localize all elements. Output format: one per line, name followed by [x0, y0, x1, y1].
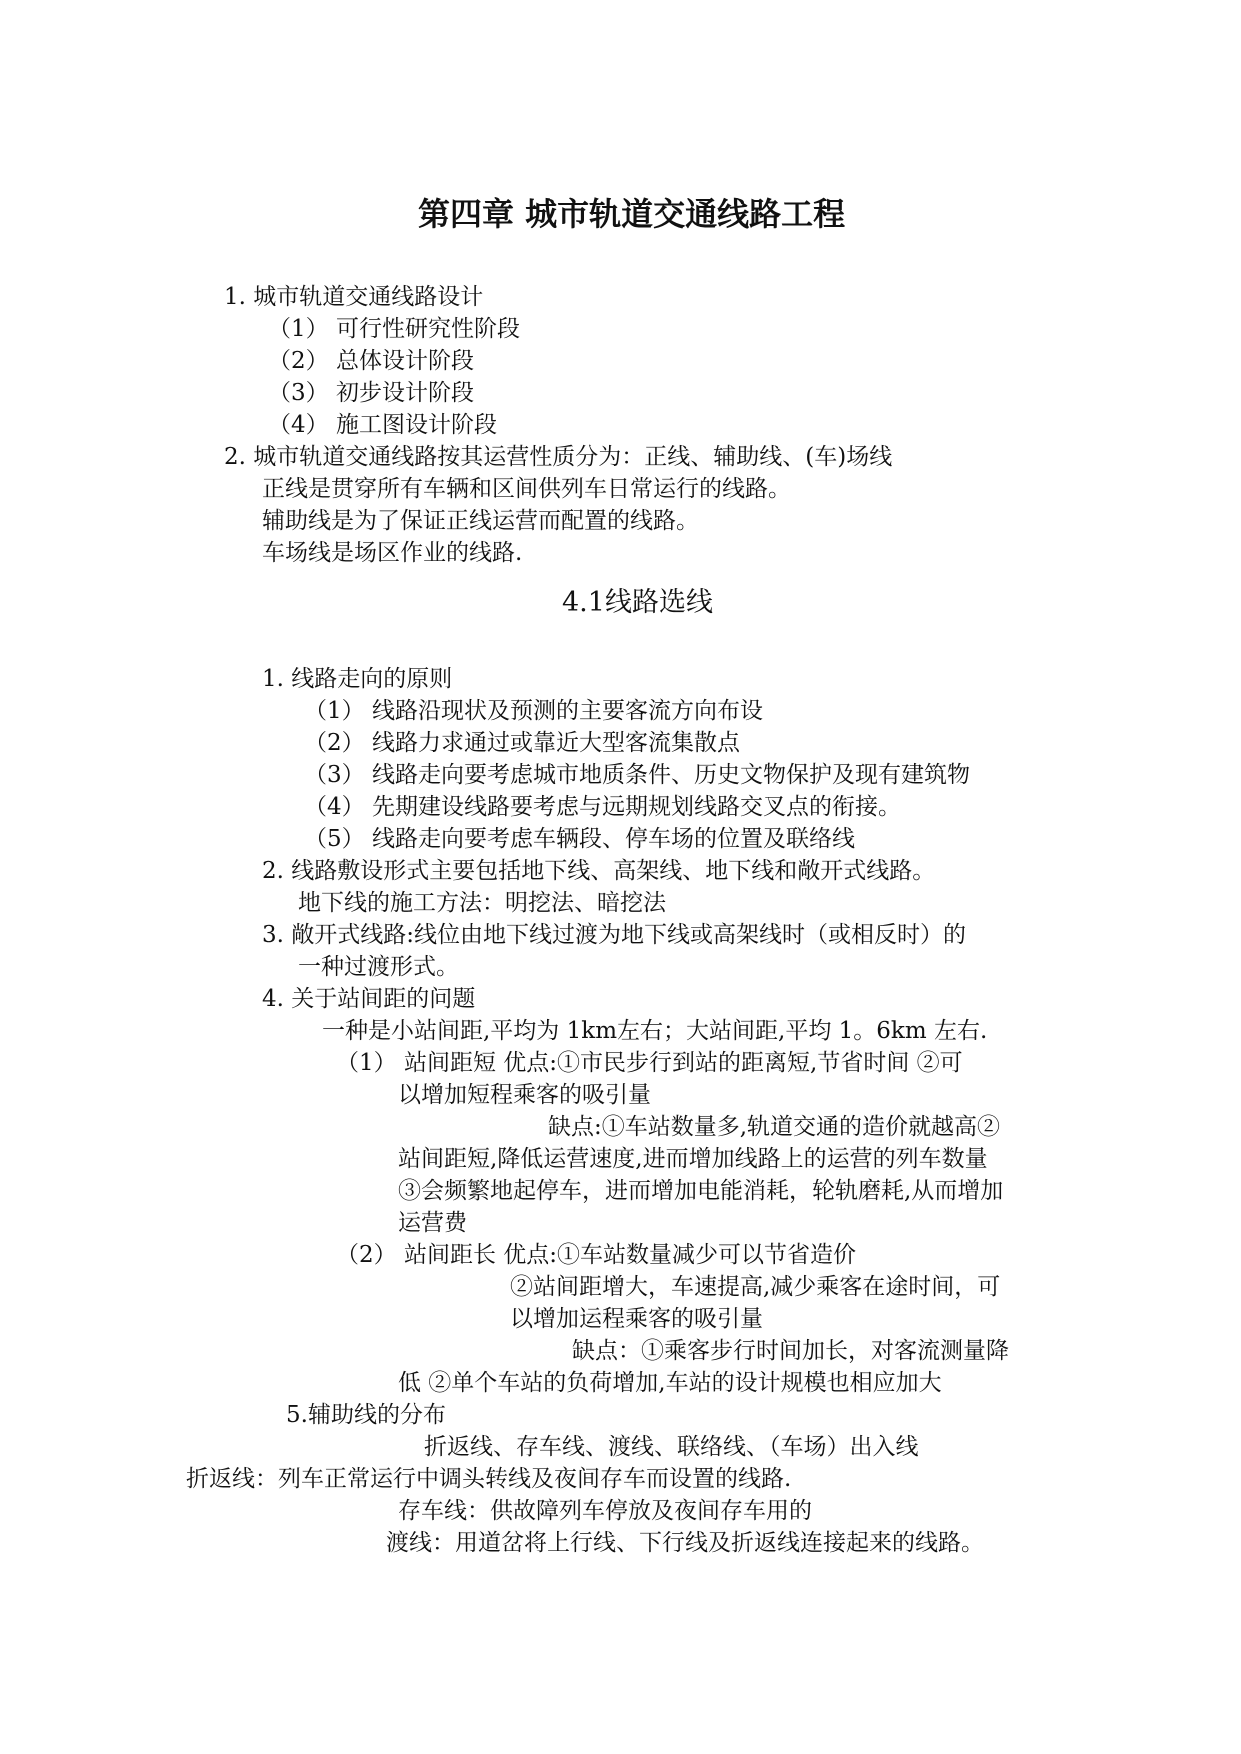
- section-item-5-line: 折返线、存车线、渡线、联络线、（车场）出入线: [424, 1434, 919, 1460]
- section-item-2: 2. 线路敷设形式主要包括地下线、高架线、地下线和敞开式线路。: [262, 858, 936, 884]
- short-spacing-line-4: 站间距短,降低运营速度,进而增加线路上的运营的列车数量: [398, 1146, 988, 1172]
- long-spacing-line-5: 低 ②单个车站的负荷增加,车站的设计规模也相应加大: [398, 1370, 942, 1396]
- short-spacing-line-2: 以增加短程乘客的吸引量: [398, 1082, 651, 1108]
- intro-item-2: 2. 城市轨道交通线路按其运营性质分为：正线、辅助线、(车)场线: [224, 444, 893, 470]
- long-spacing-line-4: 缺点：①乘客步行时间加长，对客流测量降: [572, 1338, 1009, 1364]
- section-title: 4.1线路选线: [562, 587, 713, 618]
- intro-item-2-line-2: 辅助线是为了保证正线运营而配置的线路。: [262, 508, 699, 534]
- section-item-3: 3. 敞开式线路:线位由地下线过渡为地下线或高架线时（或相反时）的: [262, 922, 967, 948]
- section-item-5: 5.辅助线的分布: [286, 1402, 446, 1428]
- long-spacing-line-1: （2） 站间距长 优点:①车站数量减少可以节省造价: [336, 1242, 857, 1268]
- section-item-4: 4. 关于站间距的问题: [262, 986, 476, 1012]
- short-spacing-line-1: （1） 站间距短 优点:①市民步行到站的距离短,节省时间 ②可: [336, 1050, 963, 1076]
- zhefan-line-definition: 折返线：列车正常运行中调头转线及夜间存车而设置的线路.: [186, 1466, 792, 1492]
- intro-item-2-line-1: 正线是贯穿所有车辆和区间供列车日常运行的线路。: [262, 476, 791, 502]
- long-spacing-line-3: 以增加运程乘客的吸引量: [510, 1306, 763, 1332]
- section-item-1-sub-2: （2） 线路力求通过或靠近大型客流集散点: [304, 730, 740, 756]
- intro-item-2-line-3: 车场线是场区作业的线路.: [262, 540, 523, 566]
- short-spacing-line-3: 缺点:①车站数量多,轨道交通的造价就越高②: [548, 1114, 1001, 1140]
- section-item-1-sub-4: （4） 先期建设线路要考虑与远期规划线路交叉点的衔接。: [304, 794, 901, 820]
- section-item-4-line: 一种是小站间距,平均为 1km左右；大站间距,平均 1。6km 左右.: [322, 1018, 988, 1044]
- intro-item-1: 1. 城市轨道交通线路设计: [224, 284, 484, 310]
- section-item-1-sub-3: （3） 线路走向要考虑城市地质条件、历史文物保护及现有建筑物: [304, 762, 970, 788]
- intro-item-1-sub-1: （1） 可行性研究性阶段: [268, 316, 520, 342]
- section-item-2-line: 地下线的施工方法：明挖法、暗挖法: [298, 890, 666, 916]
- section-item-1: 1. 线路走向的原则: [262, 666, 453, 692]
- intro-item-1-sub-4: （4） 施工图设计阶段: [268, 412, 497, 438]
- page-title: 第四章 城市轨道交通线路工程: [418, 195, 846, 233]
- section-item-1-sub-1: （1） 线路沿现状及预测的主要客流方向布设: [304, 698, 763, 724]
- short-spacing-line-6: 运营费: [398, 1210, 467, 1236]
- intro-item-1-sub-3: （3） 初步设计阶段: [268, 380, 474, 406]
- intro-item-1-sub-2: （2） 总体设计阶段: [268, 348, 474, 374]
- cunche-line-definition: 存车线：供故障列车停放及夜间存车用的: [398, 1498, 812, 1524]
- duxian-definition: 渡线：用道岔将上行线、下行线及折返线连接起来的线路。: [386, 1530, 984, 1556]
- long-spacing-line-2: ②站间距增大，车速提高,减少乘客在途时间，可: [510, 1274, 1001, 1300]
- section-item-1-sub-5: （5） 线路走向要考虑车辆段、停车场的位置及联络线: [304, 826, 855, 852]
- short-spacing-line-5: ③会频繁地起停车，进而增加电能消耗，轮轨磨耗,从而增加: [398, 1178, 1004, 1204]
- section-item-3-cont: 一种过渡形式。: [298, 954, 459, 980]
